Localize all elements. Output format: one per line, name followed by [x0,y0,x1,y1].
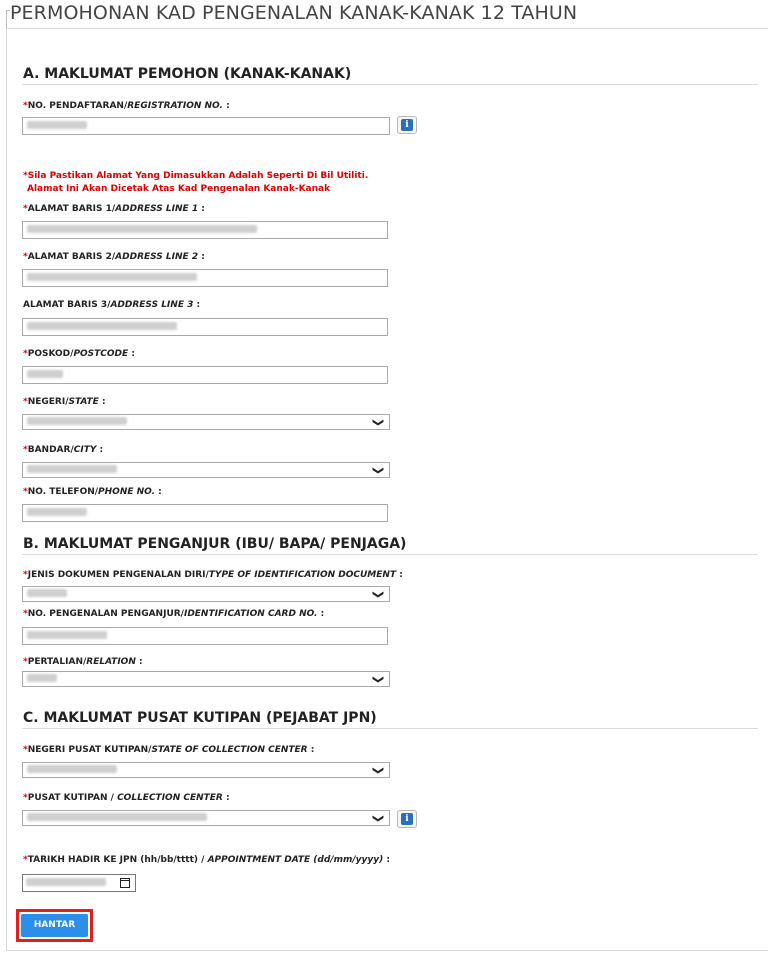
page-title: PERMOHONAN KAD PENGENALAN KANAK-KANAK 12 TAHUN [10,2,578,24]
frame-left-border [6,28,7,950]
address3-input[interactable] [22,318,388,336]
section-b-rule [22,554,758,555]
collection-center-select[interactable] [22,810,390,826]
chevron-down-icon: ❯ [371,765,385,776]
address2-input[interactable] [22,269,388,287]
postcode-input[interactable] [22,366,388,384]
phone-label: *NO. TELEFON/PHONE NO. : [23,487,162,497]
doc-type-label: *JENIS DOKUMEN PENGENALAN DIRI/TYPE OF IDENTIFICATION DOCUMENT : [23,570,403,580]
collection-state-select[interactable] [22,762,390,778]
ic-input[interactable] [22,627,388,645]
address3-label: ALAMAT BARIS 3/ADDRESS LINE 3 : [23,300,201,310]
registration-value [27,121,87,129]
postcode-label: *POSKOD/POSTCODE : [23,349,135,359]
section-a-rule [22,84,758,85]
collection-center-label: *PUSAT KUTIPAN / COLLECTION CENTER : [23,793,230,803]
collection-state-label: *NEGERI PUSAT KUTIPAN/STATE OF COLLECTION CENTER : [23,745,315,755]
relation-select[interactable] [22,671,390,687]
registration-info-button[interactable] [397,116,417,134]
collection-center-info-button[interactable] [397,810,417,828]
address-warning-line2: Alamat Ini Akan Dicetak Atas Kad Pengenalan Kanak-Kanak [27,184,331,194]
city-select[interactable] [22,462,390,478]
section-c-rule [22,728,758,729]
section-a-title: A. MAKLUMAT PEMOHON (KANAK-KANAK) [23,66,352,82]
info-icon: i [401,813,413,825]
appointment-date-input[interactable] [22,874,136,892]
address-warning-line1: *Sila Pastikan Alamat Yang Dimasukkan Adalah Seperti Di Bil Utiliti. [23,171,369,181]
address1-input[interactable] [22,221,388,239]
info-icon: i [401,119,413,131]
chevron-down-icon: ❯ [371,674,385,685]
doc-type-select[interactable] [22,586,390,602]
registration-label: *NO. PENDAFTARAN/REGISTRATION NO. : [23,101,230,111]
city-label: *BANDAR/CITY : [23,445,104,455]
chevron-down-icon: ❯ [371,417,385,428]
frame-top-border [6,28,768,29]
section-c-title: C. MAKLUMAT PUSAT KUTIPAN (PEJABAT JPN) [23,710,377,726]
submit-button[interactable]: HANTAR [21,914,88,937]
calendar-icon[interactable] [120,878,130,888]
chevron-down-icon: ❯ [371,589,385,600]
address1-label: *ALAMAT BARIS 1/ADDRESS LINE 1 : [23,204,205,214]
phone-input[interactable] [22,504,388,522]
chevron-down-icon: ❯ [371,813,385,824]
address2-label: *ALAMAT BARIS 2/ADDRESS LINE 2 : [23,252,205,262]
appointment-label: *TARIKH HADIR KE JPN (hh/bb/tttt) / APPOINTMENT DATE (dd/mm/yyyy) : [23,855,390,865]
relation-label: *PERTALIAN/RELATION : [23,657,143,667]
frame-bottom-border [6,950,768,951]
frame-corner-left [6,10,7,29]
section-b-title: B. MAKLUMAT PENGANJUR (IBU/ BAPA/ PENJAGA) [23,536,407,552]
registration-input[interactable] [22,117,390,135]
state-label: *NEGERI/STATE : [23,397,106,407]
ic-label: *NO. PENGENALAN PENGANJUR/IDENTIFICATION CARD NO. : [23,609,325,619]
state-select[interactable] [22,414,390,430]
chevron-down-icon: ❯ [371,465,385,476]
